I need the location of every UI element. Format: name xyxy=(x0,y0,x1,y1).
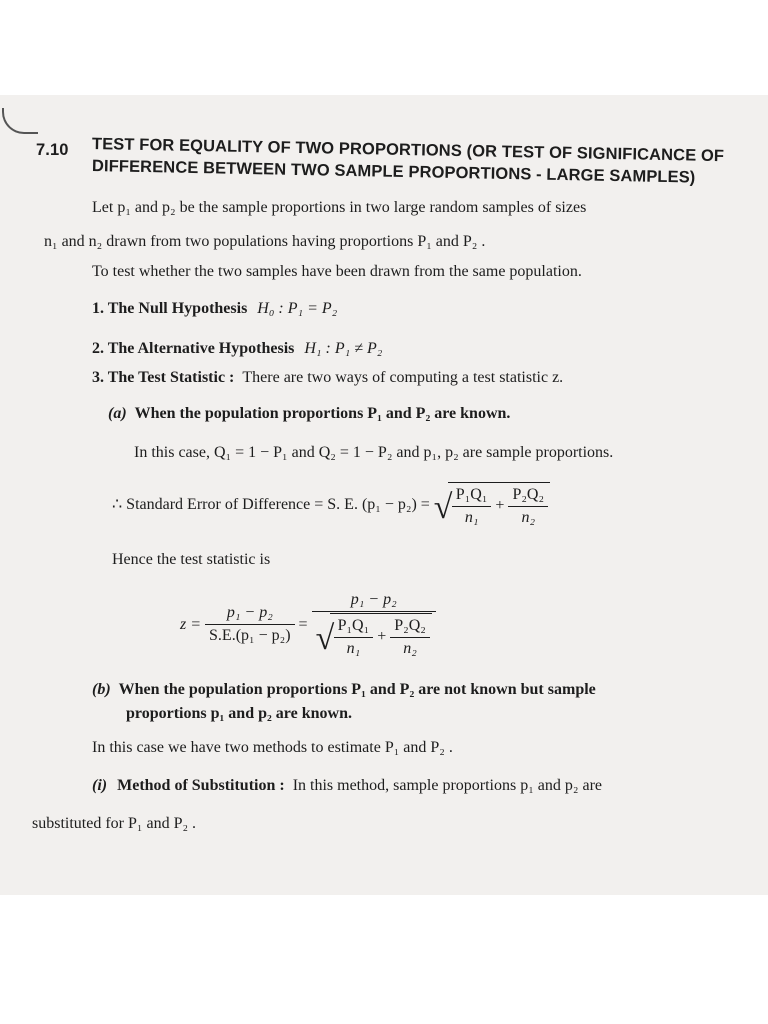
method-title: Method of Substitution : xyxy=(117,777,285,794)
z-radical-body xyxy=(330,613,432,659)
method-continuation: substituted for P₁ and P₂ . xyxy=(32,815,197,832)
standard-error-formula xyxy=(112,482,550,528)
method-label: (i) xyxy=(92,777,108,794)
z-fraction-pq1-numerator: P₁Q₁ xyxy=(334,616,374,638)
case-a-heading xyxy=(108,404,510,424)
null-hypothesis-label: 1. The Null Hypothesis xyxy=(92,300,248,317)
plus-sign: + xyxy=(495,497,505,515)
case-b-heading-line1: When the population proportions P₁ and P₂ are not known but sample xyxy=(118,681,596,698)
alternative-hypothesis-expr: H₁ : P₁ ≠ P₂ xyxy=(304,340,383,357)
section-number: 7.10 xyxy=(36,141,69,159)
z-fraction-2-numerator: p₁ − p₂ xyxy=(312,590,436,612)
case-a-label: (a) xyxy=(108,405,127,422)
test-statistic-label: 3. The Test Statistic : xyxy=(92,369,235,386)
method-text: In this method, sample proportions p₁ and p₂ are xyxy=(292,777,603,794)
fraction-pq1-numerator: P₁Q₁ xyxy=(452,485,492,507)
z-fraction-pq2 xyxy=(390,616,430,659)
z-plus-sign: + xyxy=(377,628,387,646)
alternative-hypothesis-label: 2. The Alternative Hypothesis xyxy=(92,340,295,357)
z-fraction-2 xyxy=(312,590,436,659)
z-fraction-1-numerator: p₁ − p₂ xyxy=(205,603,295,625)
method-of-substitution xyxy=(92,776,602,796)
z-radical xyxy=(316,613,432,659)
z-fraction-1-denominator: S.E.(p₁ − p₂) xyxy=(209,627,291,644)
alternative-hypothesis xyxy=(92,339,382,359)
section-title-line1: TEST FOR EQUALITY OF TWO PROPORTIONS (OR TEST OF SIGNIFICANCE OF xyxy=(91,135,725,166)
case-a-line: In this case, Q₁ = 1 − P₁ and Q₂ = 1 − P₂ and p₁, p₂ are sample proportions. xyxy=(134,444,614,461)
standard-error-lhs: ∴ Standard Error of Difference = S. E. (p₁ − p₂) = xyxy=(112,496,430,513)
test-statistic-formula xyxy=(180,590,436,659)
fraction-pq1 xyxy=(452,485,492,528)
case-b-heading-line2: proportions p₁ and p₂ are known. xyxy=(126,705,352,722)
intro-line2: n₁ and n₂ drawn from two populations having proportions P₁ and P₂ . xyxy=(44,233,486,250)
equals-sign: = xyxy=(298,615,308,633)
z-fraction-pq2-numerator: P₂Q₂ xyxy=(390,616,430,638)
z-fraction-pq2-denominator: n₂ xyxy=(403,640,417,657)
z-fraction-pq1-denominator: n₁ xyxy=(346,640,361,657)
hence-text: Hence the test statistic is xyxy=(112,551,271,568)
null-hypothesis-expr: H₀ : P₁ = P₂ xyxy=(257,300,338,317)
standard-error-radical xyxy=(434,482,550,528)
fraction-pq2-numerator: P₂Q₂ xyxy=(508,485,548,507)
intro-line3: To test whether the two samples have been drawn from the same population. xyxy=(92,263,582,280)
fraction-pq2 xyxy=(508,485,548,528)
case-b-line: In this case we have two methods to estimate P₁ and P₂ . xyxy=(92,739,453,756)
null-hypothesis xyxy=(92,299,337,319)
case-b-label: (b) xyxy=(92,681,111,698)
z-fraction-pq1 xyxy=(334,616,374,659)
test-statistic-text: There are two ways of computing a test statistic z. xyxy=(242,369,564,386)
case-b-heading xyxy=(92,680,596,700)
z-fraction-2-denominator xyxy=(312,612,436,659)
z-lhs: z = xyxy=(180,615,202,633)
z-fraction-1 xyxy=(205,603,295,646)
test-statistic xyxy=(92,368,563,388)
fraction-pq2-denominator: n₂ xyxy=(521,509,536,526)
case-a-heading-text: When the population proportions P₁ and P₂ are known. xyxy=(134,405,511,422)
section-title-line2: DIFFERENCE BETWEEN TWO SAMPLE PROPORTIONS - LARGE SAMPLES) xyxy=(91,157,696,187)
intro-line1: Let p₁ and p₂ be the sample proportions in two large random samples of sizes xyxy=(92,199,587,216)
radical-body xyxy=(448,482,550,528)
radical-sign-icon: √ xyxy=(433,489,453,526)
fraction-pq1-denominator: n₁ xyxy=(464,509,479,526)
radical-sign-icon: √ xyxy=(315,620,335,657)
